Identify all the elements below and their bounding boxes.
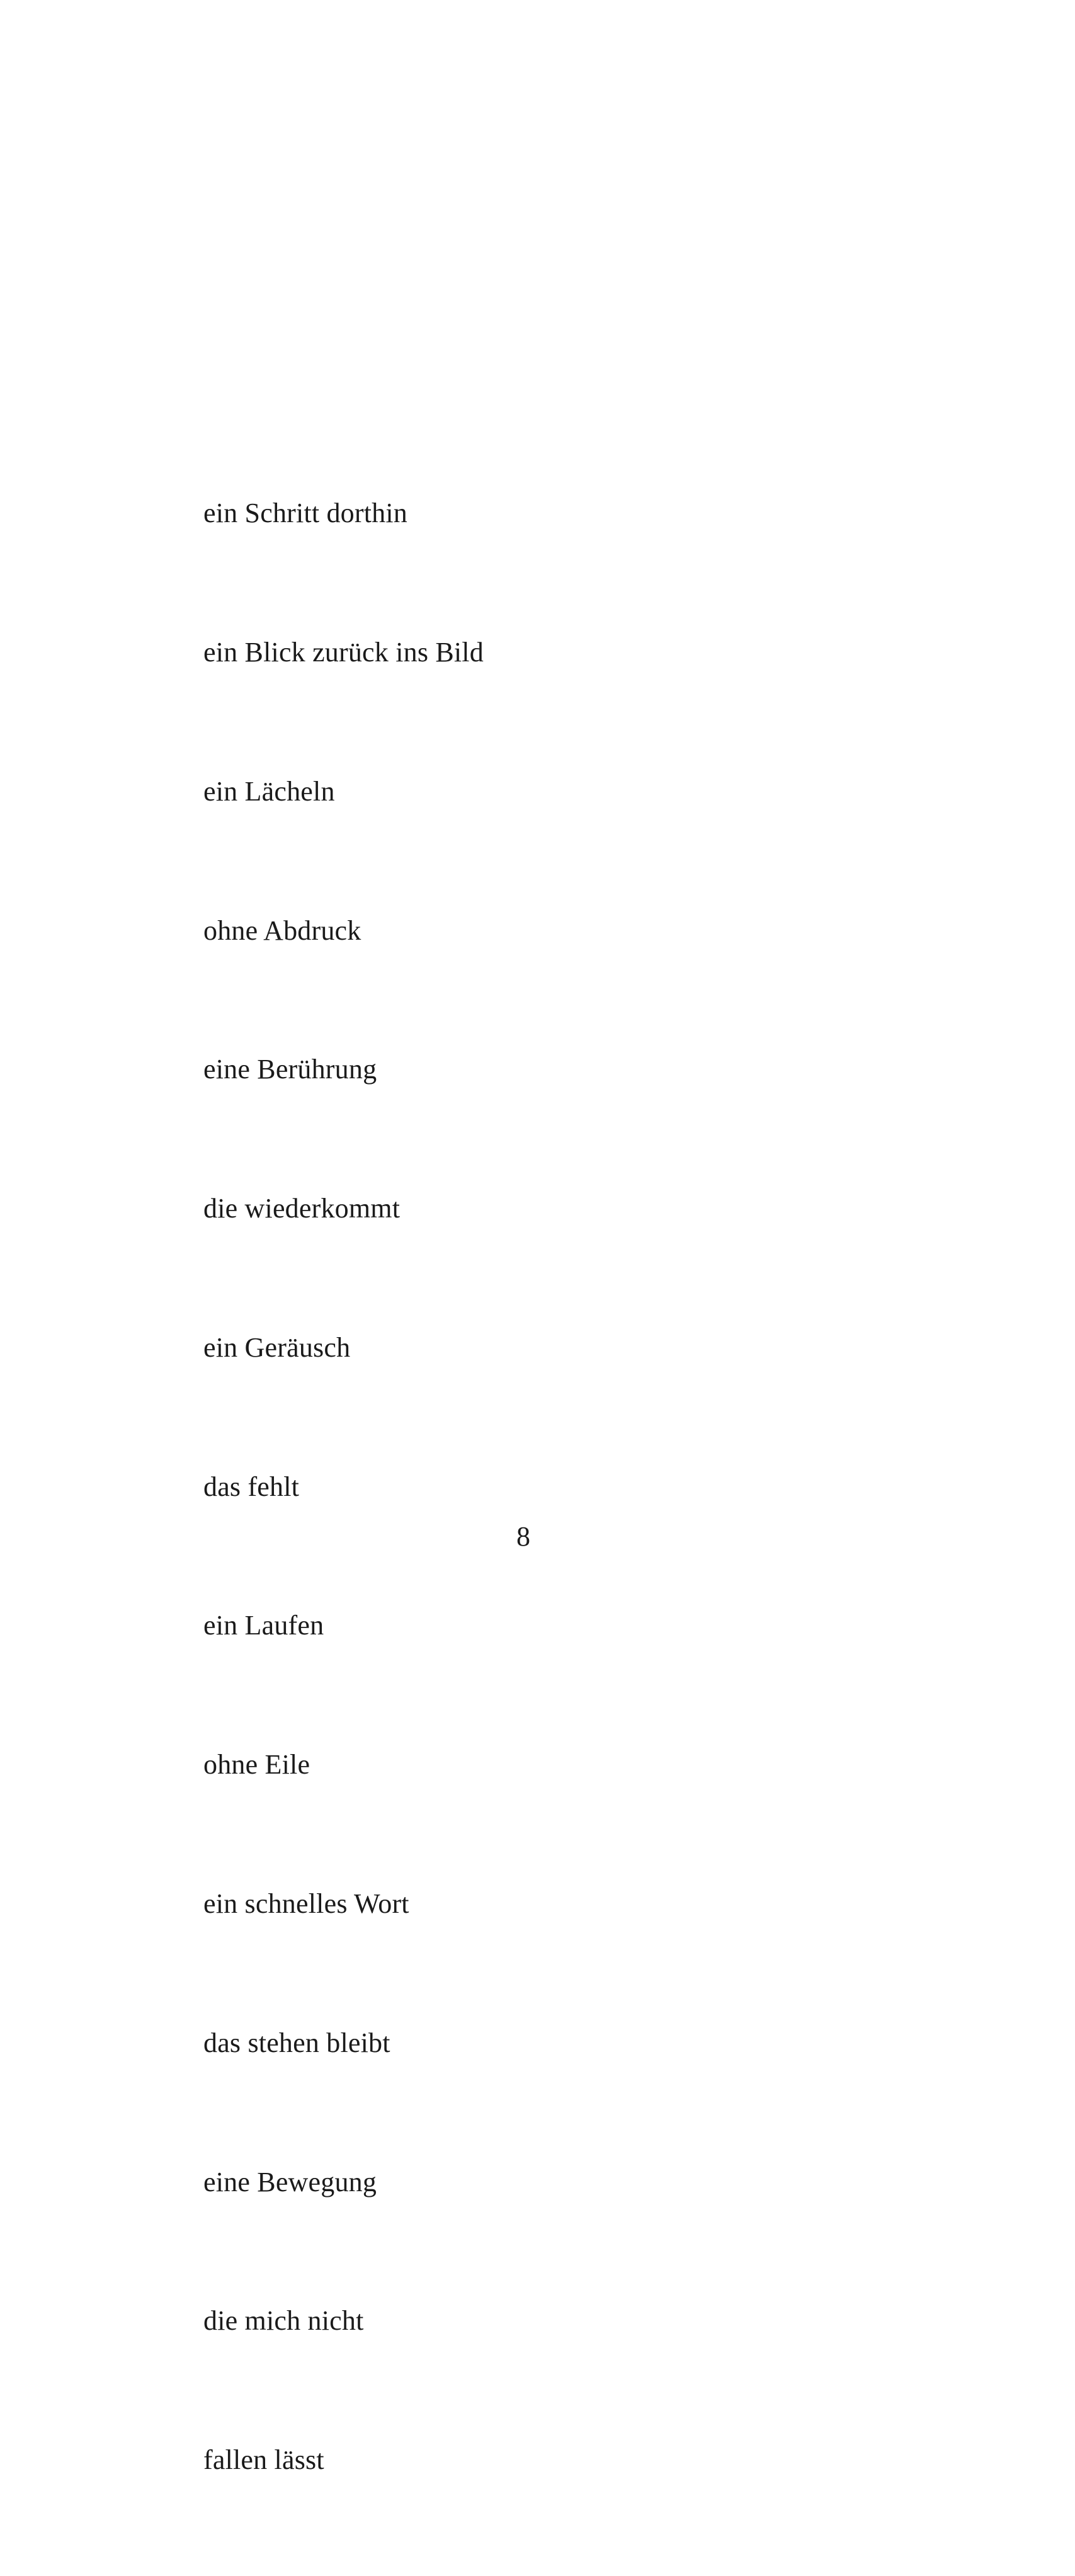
poem-line: ein Blick zurück ins Bild (203, 636, 484, 668)
poem-line: ein Schritt dorthin (203, 498, 407, 529)
poem-line: ein Lächeln (203, 775, 335, 807)
poem-line: eine Berührung (203, 1054, 377, 1085)
poem-line: das fehlt (203, 1471, 300, 1502)
poem-line: ein Laufen (203, 1610, 324, 1641)
poem-line: ein schnelles Wort (203, 1888, 409, 1919)
poem-line: ohne Abdruck (203, 915, 361, 946)
page-number: 8 (516, 1521, 530, 1552)
poem-line: die wiederkommt (203, 1193, 401, 1224)
poem-line: ein Geräusch (203, 1331, 351, 1363)
poem-line: ohne Eile (203, 1749, 310, 1781)
poem-line: fallen lässt (203, 2444, 324, 2476)
poem-text-block (203, 397, 484, 2576)
poem-line: eine Bewegung (203, 2166, 377, 2197)
poem-line: das stehen bleibt (203, 2027, 390, 2058)
poem-line: die mich nicht (203, 2305, 364, 2337)
